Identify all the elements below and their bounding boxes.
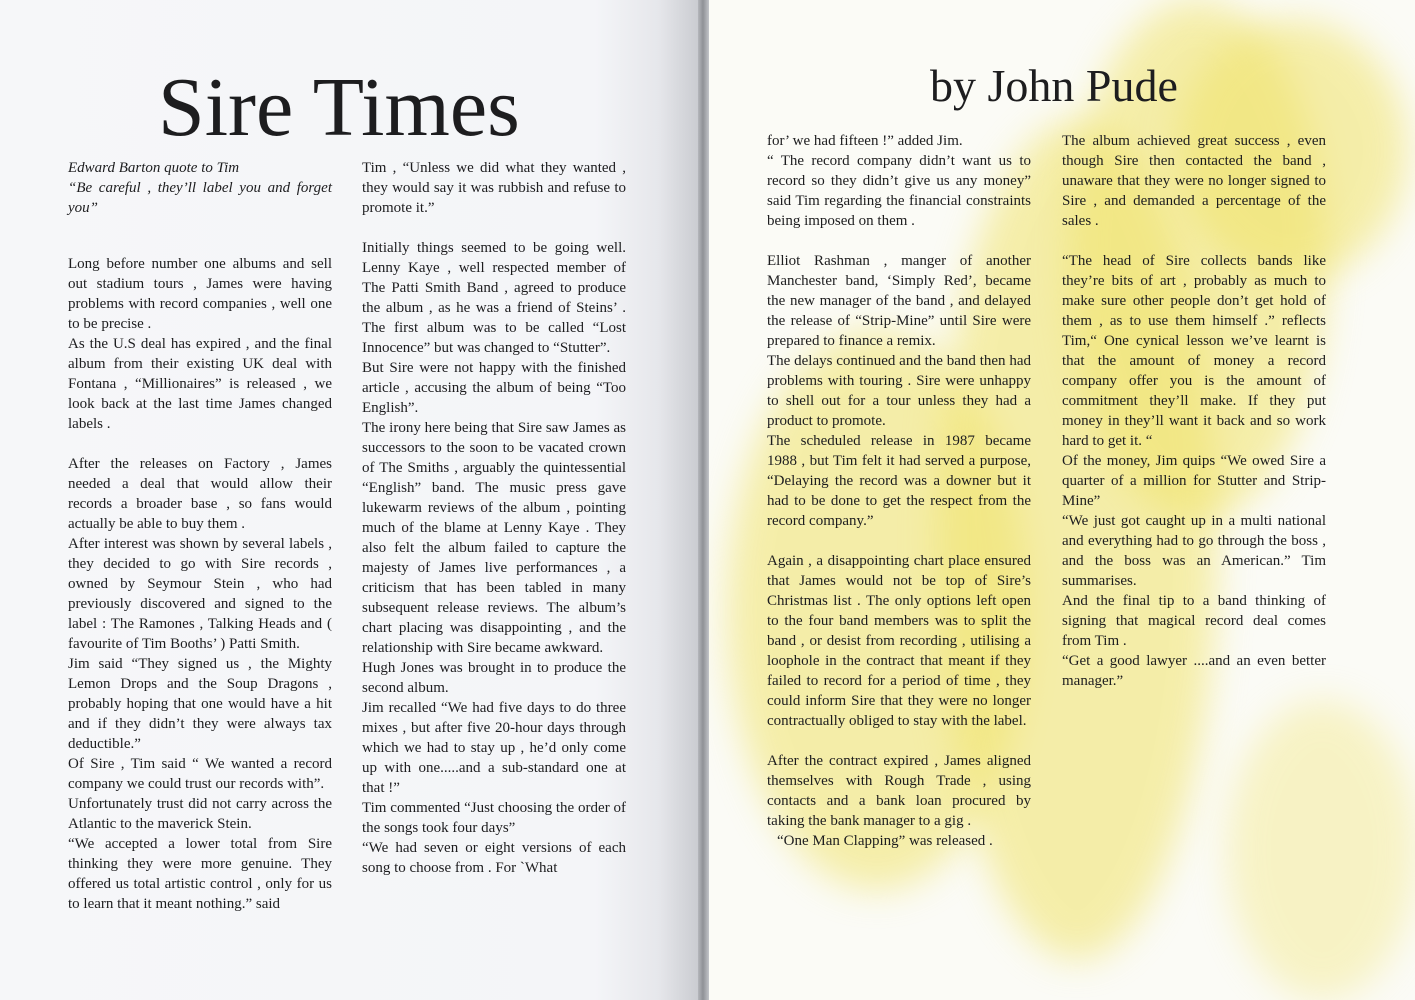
paragraph: “We just got caught up in a multi national and everything had to go through the boss , and the boss was an American.” Tim summarises.	[1062, 513, 1326, 589]
paragraph: Elliot Rashman , manger of another Manchester band, ‘Simply Red’, became the new manager of the band , and delayed the release of “Strip-Mine” until Sire were prepared to finance a remix.	[767, 253, 1031, 349]
paragraph: Hugh Jones was brought in to produce the second album.	[362, 660, 626, 696]
page-title-left: Sire Times	[158, 61, 520, 154]
page-title-right: by John Pude	[930, 60, 1178, 111]
paragraph: But Sire were not happy with the finished article , accusing the album of being “Too English”.	[362, 360, 626, 416]
article-column-4	[1062, 131, 1326, 691]
article-column-2	[362, 158, 626, 878]
paragraph: After interest was shown by several labels , they decided to go with Sire records , owned by Seymour Stein , who had previously discovered and signed to the label : The Ramones , Talking Heads and ( favourite of Tim Booths’ ) Patti Smith.	[68, 536, 332, 652]
page-gutter	[698, 0, 709, 1000]
paragraph: As the U.S deal has expired , and the final album from their existing UK deal with Fontana , “Millionaires” is released , we look back at the last time James changed labels .	[68, 336, 332, 432]
paragraph: Again , a disappointing chart place ensured that James would not be top of Sire’s Christmas list . The only options left open to the four band members was to split the band , or desist from recording , utilising a loophole in the contract that meant if they failed to record for a period of time , they could inform Sire that they were no longer contractually obliged to stay with the label.	[767, 553, 1031, 729]
paragraph: The album achieved great success , even though Sire then contacted the band , unaware that they were no longer signed to Sire , and demanded a percentage of the sales .	[1062, 133, 1326, 229]
paragraph: The irony here being that Sire saw James as successors to the soon to be vacated crown of The Smiths , arguably the quintessential “English” band. The music press gave lukewarm reviews of the album , pointing much of the blame at Lenny Kaye . They also felt the album failed to capture the majesty of James live performances , a criticism that has been tabled in many subsequent release reviews. The album’s chart placing was disappointing , and the relationship with Sire became awkward.	[362, 420, 626, 656]
paragraph: for’ we had fifteen !” added Jim.	[767, 133, 963, 149]
article-column-3	[767, 131, 1031, 851]
paragraph: Long before number one albums and sell out stadium tours , James were having problems with record companies , well one to be precise .	[68, 256, 332, 332]
paragraph: The scheduled release in 1987 became 1988 , but Tim felt it had served a purpose, “Delaying the record was a downer but it had to be done to get the respect from the record company.”	[767, 433, 1031, 529]
paragraph: Of the money, Jim quips “We owed Sire a quarter of a million for Stutter and Strip-Mine”	[1062, 453, 1326, 509]
paragraph: And the final tip to a band thinking of signing that magical record deal comes from Tim .	[1062, 593, 1326, 649]
paragraph: “We had seven or eight versions of each song to choose from . For `What	[362, 840, 626, 876]
paragraph: Unfortunately trust did not carry across the Atlantic to the maverick Stein.	[68, 796, 332, 832]
paragraph: “ The record company didn’t want us to record so they didn’t give us any money” said Tim regarding the financial constraints being imposed on them .	[767, 153, 1031, 229]
paragraph: “The head of Sire collects bands like they’re bits of art , probably as much to make sure other people don’t get hold of them , as to use them himself .” reflects Tim,“ One cynical lesson we’ve learnt is that the amount of money a record company offer you is the amount of commitment they’ll make. If they put money in they’ll want it back and so work hard to get it. “	[1062, 253, 1326, 449]
paragraph: “One Man Clapping” was released .	[777, 833, 993, 849]
paragraph: “Get a good lawyer ....and an even better manager.”	[1062, 653, 1326, 689]
yellow-wash	[1227, 700, 1415, 1000]
quote-attribution: Edward Barton quote to Tim	[68, 160, 240, 176]
paragraph: Tim commented “Just choosing the order of the songs took four days”	[362, 800, 626, 836]
paragraph: After the contract expired , James aligned themselves with Rough Trade , using contacts and a bank loan procured by taking the bank manager to a gig .	[767, 753, 1031, 829]
paragraph: After the releases on Factory , James needed a deal that would allow their records a broader base , so fans would actually be able to buy them .	[68, 456, 332, 532]
paragraph: The delays continued and the band then had problems with touring . Sire were unhappy to shell out for a tour unless they had a product to promote.	[767, 353, 1031, 429]
paragraph: Of Sire , Tim said “ We wanted a record company we could trust our records with”.	[68, 756, 332, 792]
paragraph: Tim , “Unless we did what they wanted , they would say it was rubbish and refuse to promote it.”	[362, 160, 626, 216]
article-column-1	[68, 158, 332, 914]
paragraph: “We accepted a lower total from Sire thinking they were more genuine. They offered us total artistic control , only for us to learn that it meant nothing.” said	[68, 836, 332, 912]
quote-text: “Be careful , they’ll label you and forget you”	[68, 180, 332, 216]
paragraph: Initially things seemed to be going well. Lenny Kaye , well respected member of The Patti Smith Band , agreed to produce the album , as he was a friend of Steins’ . The first album was to be called “Lost Innocence” but was changed to “Stutter”.	[362, 240, 626, 356]
paragraph: Jim recalled “We had five days to do three mixes , but after five 20-hour days through which we had to stay up , he’d only come up with one.....and a sub-standard one at that !”	[362, 700, 626, 796]
paragraph: Jim said “They signed us , the Mighty Lemon Drops and the Soup Dragons , probably hoping that one would have a hit and if they didn’t they were always tax deductible.”	[68, 656, 332, 752]
